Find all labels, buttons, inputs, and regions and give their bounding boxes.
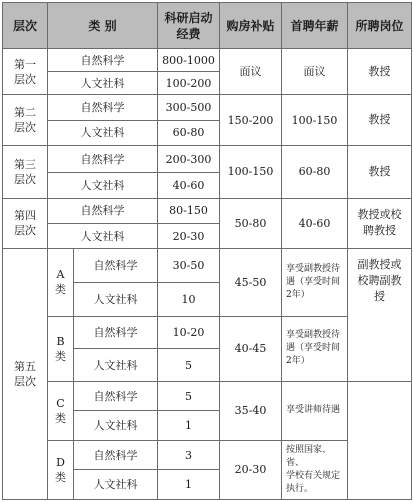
position-value: 副教授或 校聘副教 授 [348, 249, 412, 382]
category-natural: 自然科学 [74, 249, 158, 283]
category-natural: 自然科学 [48, 198, 158, 223]
header-category: 类 别 [48, 3, 158, 49]
salary-value: 面议 [282, 49, 348, 95]
table-row [3, 381, 412, 411]
salary-value: 享受讲师待遇 [282, 381, 348, 440]
level-3-label: 第三 层次 [3, 145, 48, 198]
housing-value: 40-45 [220, 316, 282, 381]
salary-value: 40-60 [282, 198, 348, 249]
subcategory-b-label: B 类 [48, 316, 74, 381]
housing-value: 100-150 [220, 145, 282, 198]
housing-value: 20-30 [220, 440, 282, 499]
salary-value: 60-80 [282, 145, 348, 198]
category-humanities: 人文社科 [74, 282, 158, 316]
category-humanities: 人文社科 [48, 223, 158, 248]
category-natural: 自然科学 [48, 145, 158, 172]
funding-value: 80-150 [158, 198, 220, 223]
salary-value: 100-150 [282, 95, 348, 146]
position-value: 教授 [348, 49, 412, 95]
header-salary: 首聘年薪 [282, 3, 348, 49]
funding-value: 1 [158, 411, 220, 441]
funding-value: 300-500 [158, 95, 220, 120]
funding-value: 20-30 [158, 223, 220, 248]
funding-value: 10 [158, 282, 220, 316]
header-row [3, 3, 412, 49]
funding-value: 3 [158, 440, 220, 470]
funding-value: 5 [158, 349, 220, 382]
category-humanities: 人文社科 [74, 470, 158, 500]
position-empty [348, 381, 412, 499]
category-humanities: 人文社科 [74, 349, 158, 382]
table-row [3, 95, 412, 120]
housing-value: 面议 [220, 49, 282, 95]
salary-value: 享受副教授待 遇（享受时间 2年） [282, 249, 348, 316]
funding-value: 100-200 [158, 72, 220, 95]
level-2-label: 第二 层次 [3, 95, 48, 146]
funding-value: 60-80 [158, 120, 220, 145]
category-natural: 自然科学 [48, 49, 158, 72]
category-humanities: 人文社科 [48, 173, 158, 198]
funding-value: 1 [158, 470, 220, 500]
table-row [3, 145, 412, 172]
funding-value: 200-300 [158, 145, 220, 172]
table-row [3, 249, 412, 283]
header-housing: 购房补贴 [220, 3, 282, 49]
level-4-label: 第四 层次 [3, 198, 48, 249]
housing-value: 50-80 [220, 198, 282, 249]
category-natural: 自然科学 [74, 381, 158, 411]
funding-value: 10-20 [158, 316, 220, 349]
category-natural: 自然科学 [74, 440, 158, 470]
funding-value: 5 [158, 381, 220, 411]
housing-value: 150-200 [220, 95, 282, 146]
talent-recruitment-table [2, 2, 412, 500]
subcategory-c-label: C 类 [48, 381, 74, 440]
header-position: 所聘岗位 [348, 3, 412, 49]
category-natural: 自然科学 [74, 316, 158, 349]
subcategory-a-label: A 类 [48, 249, 74, 316]
salary-value: 享受副教授待 遇（享受时间 2年） [282, 316, 348, 381]
table-row [3, 49, 412, 72]
funding-value: 30-50 [158, 249, 220, 283]
header-funding: 科研启动 经费 [158, 3, 220, 49]
position-value: 教授或校 聘教授 [348, 198, 412, 249]
funding-value: 40-60 [158, 173, 220, 198]
table-row [3, 198, 412, 223]
level-1-label: 第一 层次 [3, 49, 48, 95]
position-value: 教授 [348, 145, 412, 198]
category-humanities: 人文社科 [74, 411, 158, 441]
housing-value: 35-40 [220, 381, 282, 440]
level-5-label: 第五 层次 [3, 249, 48, 500]
housing-value: 45-50 [220, 249, 282, 316]
funding-value: 800-1000 [158, 49, 220, 72]
salary-value: 按照国家、省、 学校有关规定 执行。 [282, 440, 348, 499]
category-humanities: 人文社科 [48, 72, 158, 95]
position-value: 教授 [348, 95, 412, 146]
category-natural: 自然科学 [48, 95, 158, 120]
subcategory-d-label: D 类 [48, 440, 74, 499]
header-level: 层次 [3, 3, 48, 49]
category-humanities: 人文社科 [48, 120, 158, 145]
